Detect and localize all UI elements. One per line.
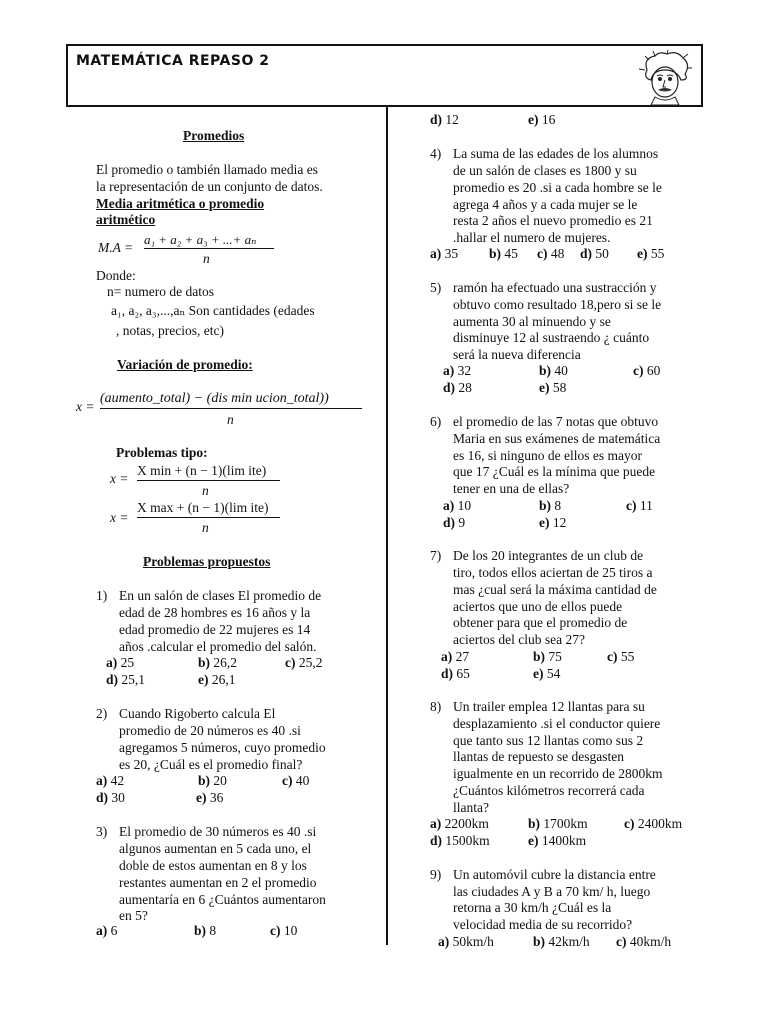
a-definition-line-1: a₁, a₂, a₃,...,aₙ Son cantidades (edades [111,303,315,318]
tipo-f2-denominator: n [202,520,209,535]
option-e: e) 58 [539,380,567,395]
option-c: c) 25,2 [285,655,323,670]
option-a: a) 50km/h [438,934,494,949]
problem-number: 5) [430,280,442,295]
option-e: e) 54 [533,666,561,681]
option-b: b) 8 [194,923,217,938]
tipo-f2-numerator: X max + (n − 1)(lim ite) [137,500,269,515]
option-d: d) 65 [441,666,470,681]
option-a: a) 27 [441,649,470,664]
option-c: c) 2400km [624,816,683,831]
column-divider [386,107,388,945]
problem-line: es 16, si ninguno de ellos es mayor [453,448,642,463]
problem-line: velocidad media de su recorrido? [453,917,633,932]
option-c: c) 55 [607,649,635,664]
problem-line: es 20, ¿Cuál es el promedio final? [119,757,303,772]
option-b: b) 45 [489,246,518,261]
option-b: b) 40 [539,363,568,378]
problem-line: La suma de las edades de los alumnos [453,146,659,161]
option-c: c) 40 [282,773,310,788]
ma-formula-denominator: n [203,251,210,266]
problem-line: igualmente en un recorrido de 2800km [453,766,663,781]
variacion-title: Variación de promedio: [117,357,253,372]
problem-line: agregamos 5 números, cuyo promedio [119,740,326,755]
ma-formula-numerator: a₁ + a₂ + a₃ + ...+ aₙ [144,232,257,247]
option-e: e) 26,1 [198,672,236,687]
option-b: b) 20 [198,773,227,788]
option-d: d) 28 [443,380,472,395]
problem-line: tener en una de ellas? [453,481,570,496]
page-title: MATEMÁTICA REPASO 2 [76,53,270,69]
problem-line: ramón ha efectuado una sustracción y [453,280,657,295]
option-e: e) 36 [196,790,224,805]
option-a: a) 25 [106,655,135,670]
problem-number: 4) [430,146,442,161]
problem-line: que 17 ¿Cuál es la mínima que puede [453,464,656,479]
option-a: a) 35 [430,246,459,261]
problem-line: aumenta 30 al minuendo y se [453,314,611,329]
option-d: d) 12 [430,112,459,127]
problem-line: Cuando Rigoberto calcula El [119,706,276,721]
problem-line: ¿Cuántos kilómetros recorrerá cada [453,783,645,798]
problem-line: promedio de 20 números es 40 .si [119,723,301,738]
option-a: a) 32 [443,363,472,378]
option-a: a) 6 [96,923,118,938]
option-b: b) 75 [533,649,562,664]
option-d: d) 50 [580,246,609,261]
tipo-f1-denominator: n [202,483,209,498]
var-formula-numerator: (aumento_total) − (dis min ucion_total)) [100,391,329,406]
problem-line: obtener para que el promedio de [453,615,628,630]
problem-line: algunos aumentan en 5 cada uno, el [119,841,312,856]
tipo-title: Problemas tipo: [116,445,208,460]
option-d: d) 1500km [430,833,490,848]
option-b: b) 26,2 [198,655,238,670]
ma-title-line-2: aritmético [96,212,156,227]
problem-line: El promedio de 30 números es 40 .si [119,824,317,839]
option-b: b) 8 [539,498,562,513]
tipo-f2-bar [137,517,280,518]
a-definition-line-2: , notas, precios, etc) [116,323,224,338]
propuestos-title: Problemas propuestos [143,554,271,569]
problem-line: edad promedio de 22 mujeres es 14 [119,622,311,637]
ma-formula-bar [144,248,274,249]
problem-line: Maria en sus exámenes de matemática [453,431,661,446]
problem-line: años .calcular el promedio del salón. [119,639,317,654]
option-c: c) 40km/h [616,934,672,949]
donde-label: Donde: [96,268,136,283]
option-b: b) 42km/h [533,934,590,949]
problem-line: retorna a 30 km/h ¿Cuál es la [453,900,612,915]
problem-number: 1) [96,588,108,603]
problem-line: llantas de repuesto se desgasten [453,749,624,764]
option-a: a) 42 [96,773,125,788]
option-a: a) 10 [443,498,472,513]
problem-line: resta 2 años el nuevo promedio es 21 [453,213,653,228]
option-c: c) 60 [633,363,661,378]
problem-line: mas ¿cual será la máxima cantidad de [453,582,657,597]
problem-line: aciertos que uno de ellos puede [453,599,623,614]
tipo-f2-lhs: x = [110,510,129,525]
option-d: d) 9 [443,515,466,530]
problem-line: en 5? [119,908,148,923]
tipo-f1-lhs: x = [110,471,129,486]
einstein-logo [637,50,693,106]
problem-number: 3) [96,824,108,839]
problem-line: Un trailer emplea 12 llantas para su [453,699,645,714]
n-definition: n= numero de datos [107,284,214,299]
problem-line: será la nueva diferencia [453,347,581,362]
var-formula-denominator: n [227,412,234,427]
problem-line: llanta? [453,800,489,815]
problem-number: 7) [430,548,442,563]
problem-line: De los 20 integrantes de un club de [453,548,644,563]
tipo-f1-bar [137,480,280,481]
option-c: c) 11 [626,498,653,513]
option-e: e) 55 [637,246,665,261]
tipo-f1-numerator: X min + (n − 1)(lim ite) [137,463,267,478]
problem-line: que tanto sus 12 llantas como sus 2 [453,733,644,748]
problem-line: disminuye 12 al sustraendo ¿ cuánto [453,330,650,345]
page-header [66,44,703,107]
ma-formula-lhs: M.A = [98,240,134,255]
option-a: a) 2200km [430,816,489,831]
option-e: e) 1400km [528,833,587,848]
ma-title-line-1: Media aritmética o promedio [96,196,265,211]
option-c: c) 10 [270,923,298,938]
option-b: b) 1700km [528,816,588,831]
option-d: d) 30 [96,790,125,805]
problem-line: desplazamiento .si el conductor quiere [453,716,661,731]
problem-line: tiro, todos ellos aciertan de 25 tiros a [453,565,653,580]
problem-line: doble de estos aumentan en 8 y los [119,858,307,873]
intro-line-2: la representación de un conjunto de datos. [96,179,323,194]
problem-line: obtuvo como resultado 18,pero si se le [453,297,662,312]
var-formula-bar [100,408,362,409]
intro-line-1: El promedio o también llamado media es [96,162,318,177]
problem-number: 2) [96,706,108,721]
problem-line: En un salón de clases El promedio de [119,588,322,603]
problem-line: restantes aumentan en 2 el promedio [119,875,317,890]
problem-number: 8) [430,699,442,714]
option-e: e) 12 [539,515,567,530]
problem-line: aumentaría en 6 ¿Cuántos aumentaron [119,892,326,907]
problem-line: agrega 4 años y a cada mujer se le [453,197,638,212]
option-d: d) 25,1 [106,672,146,687]
problem-line: .hallar el numero de mujeres. [453,230,611,245]
problem-line: edad de 28 hombres es 16 años y la [119,605,311,620]
section-title-promedios: Promedios [183,128,245,143]
option-c: c) 48 [537,246,565,261]
problem-line: promedio es 20 .si a cada hombre se le [453,180,662,195]
problem-line: aciertos del club sea 27? [453,632,585,647]
option-e: e) 16 [528,112,556,127]
problem-number: 9) [430,867,442,882]
problem-line: las ciudades A y B a 70 km/ h, luego [453,884,651,899]
problem-number: 6) [430,414,442,429]
problem-line: el promedio de las 7 notas que obtuvo [453,414,659,429]
problem-line: de un salón de clases es 1800 y su [453,163,637,178]
var-formula-lhs: x = [76,399,95,414]
problem-line: Un automóvil cubre la distancia entre [453,867,656,882]
